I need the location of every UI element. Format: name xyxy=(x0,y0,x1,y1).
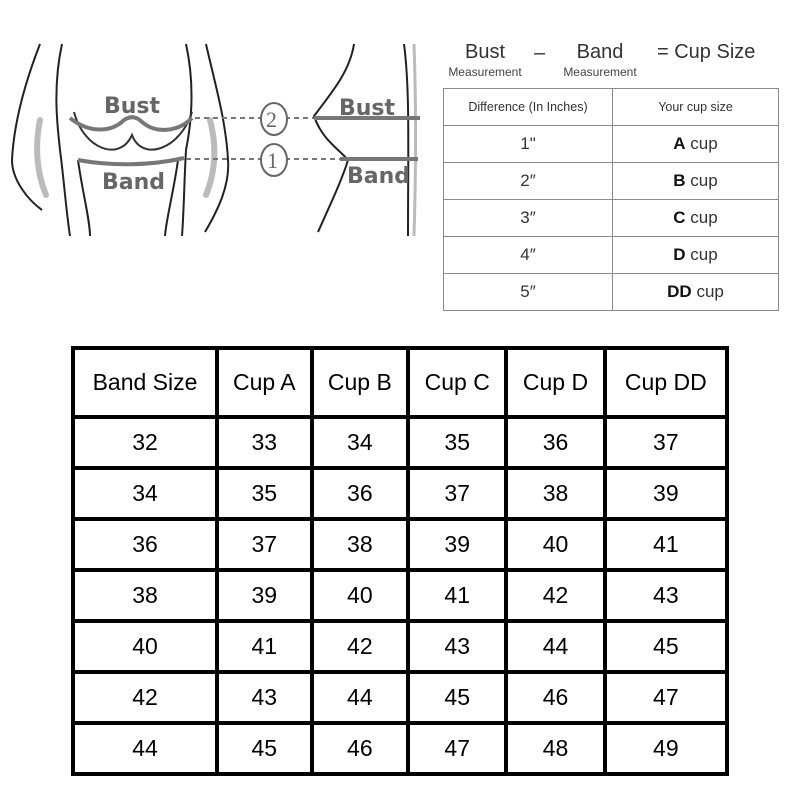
difference-value: 1" xyxy=(444,126,613,163)
cup-c-cell: 41 xyxy=(410,572,504,619)
front-band-line xyxy=(78,158,184,164)
difference-table xyxy=(443,88,779,311)
cup-b-cell: 36 xyxy=(314,470,406,517)
formula-bust-text: Bust xyxy=(464,41,506,63)
formula-bust xyxy=(440,41,530,79)
band-size-cell: 32 xyxy=(75,419,215,466)
band-size-cell: 38 xyxy=(75,572,215,619)
band-size-cell: 40 xyxy=(75,623,215,670)
difference-row xyxy=(444,126,779,163)
cup-letter: C xyxy=(673,208,686,227)
size-row xyxy=(75,470,725,517)
difference-row xyxy=(444,274,779,311)
cup-dd-cell: 43 xyxy=(607,572,725,619)
cup-b-cell: 34 xyxy=(314,419,406,466)
cup-word: cup xyxy=(690,134,718,153)
band-size-cell: 44 xyxy=(75,725,215,772)
cup-d-cell: 40 xyxy=(508,521,602,568)
difference-value: 4″ xyxy=(444,237,613,274)
formula-band-text: Band xyxy=(576,41,624,63)
band-size-cell: 34 xyxy=(75,470,215,517)
cup-a-cell: 43 xyxy=(219,674,310,721)
cup-d-cell: 46 xyxy=(508,674,602,721)
size-row xyxy=(75,674,725,721)
cup-b-cell: 40 xyxy=(314,572,406,619)
header-cup-d: Cup D xyxy=(508,350,602,415)
cup-dd-cell: 49 xyxy=(607,725,725,772)
cup-d-cell: 36 xyxy=(508,419,602,466)
cup-c-cell: 47 xyxy=(410,725,504,772)
cup-d-cell: 42 xyxy=(508,572,602,619)
svg-text:2: 2 xyxy=(266,107,277,132)
cup-b-cell: 44 xyxy=(314,674,406,721)
front-band-label: Band xyxy=(102,170,166,195)
bust-marker xyxy=(261,103,287,135)
cup-c-cell: 45 xyxy=(410,674,504,721)
cup-d-cell: 44 xyxy=(508,623,602,670)
cup-value xyxy=(613,200,779,237)
header-cup-dd: Cup DD xyxy=(607,350,725,415)
cup-word: cup xyxy=(690,171,718,190)
svg-text:1: 1 xyxy=(267,148,278,173)
header-cup-a: Cup A xyxy=(219,350,310,415)
front-bust-label: Bust xyxy=(104,94,161,119)
cup-value xyxy=(613,274,779,311)
cup-word: cup xyxy=(696,282,724,301)
cup-a-cell: 33 xyxy=(219,419,310,466)
band-marker xyxy=(261,144,287,176)
formula-band xyxy=(555,41,645,79)
side-band-label: Band xyxy=(347,164,411,189)
cup-a-cell: 39 xyxy=(219,572,310,619)
size-row xyxy=(75,623,725,670)
header-cup-c: Cup C xyxy=(410,350,504,415)
cup-letter: B xyxy=(673,171,686,190)
cup-word: cup xyxy=(690,208,718,227)
cup-d-cell: 48 xyxy=(508,725,602,772)
band-size-cell: 42 xyxy=(75,674,215,721)
bra-size-table xyxy=(71,346,729,776)
header-cup-b: Cup B xyxy=(314,350,406,415)
band-size-cell: 36 xyxy=(75,521,215,568)
difference-value: 5″ xyxy=(444,274,613,311)
difference-row xyxy=(444,163,779,200)
size-table-header xyxy=(75,350,725,415)
difference-value: 2″ xyxy=(444,163,613,200)
cup-a-cell: 41 xyxy=(219,623,310,670)
cup-d-cell: 38 xyxy=(508,470,602,517)
formula-bust-sub: Measurement xyxy=(448,65,522,79)
cup-b-cell: 38 xyxy=(314,521,406,568)
cup-c-cell: 37 xyxy=(410,470,504,517)
header-cup-size: Your cup size xyxy=(613,89,779,126)
cup-value xyxy=(613,163,779,200)
size-row xyxy=(75,572,725,619)
header-band-size: Band Size xyxy=(75,350,215,415)
cup-dd-cell: 37 xyxy=(607,419,725,466)
cup-letter: D xyxy=(673,245,686,264)
front-torso-figure xyxy=(12,44,228,236)
cup-a-cell: 45 xyxy=(219,725,310,772)
front-bust-line xyxy=(70,117,192,130)
cup-c-cell: 39 xyxy=(410,521,504,568)
cup-c-cell: 43 xyxy=(410,623,504,670)
cup-letter: DD xyxy=(667,282,692,301)
size-row xyxy=(75,521,725,568)
size-row xyxy=(75,725,725,772)
cup-letter: A xyxy=(673,134,686,153)
difference-table-header xyxy=(444,89,779,126)
cup-value xyxy=(613,237,779,274)
formula-band-sub: Measurement xyxy=(563,65,637,79)
difference-value: 3″ xyxy=(444,200,613,237)
cup-dd-cell: 45 xyxy=(607,623,725,670)
cup-word: cup xyxy=(690,245,718,264)
cup-a-cell: 37 xyxy=(219,521,310,568)
formula-equals: = Cup Size xyxy=(657,41,756,63)
formula-minus: – xyxy=(534,42,546,64)
cup-dd-cell: 47 xyxy=(607,674,725,721)
cup-value xyxy=(613,126,779,163)
measurement-diagram xyxy=(0,0,430,245)
cup-dd-cell: 41 xyxy=(607,521,725,568)
header-difference: Difference (In Inches) xyxy=(444,89,613,126)
cup-dd-cell: 39 xyxy=(607,470,725,517)
cup-c-cell: 35 xyxy=(410,419,504,466)
side-bust-label: Bust xyxy=(339,96,396,121)
difference-row xyxy=(444,200,779,237)
cup-b-cell: 42 xyxy=(314,623,406,670)
side-torso-figure xyxy=(314,44,416,236)
size-row xyxy=(75,419,725,466)
difference-row xyxy=(444,237,779,274)
cup-a-cell: 35 xyxy=(219,470,310,517)
cup-b-cell: 46 xyxy=(314,725,406,772)
